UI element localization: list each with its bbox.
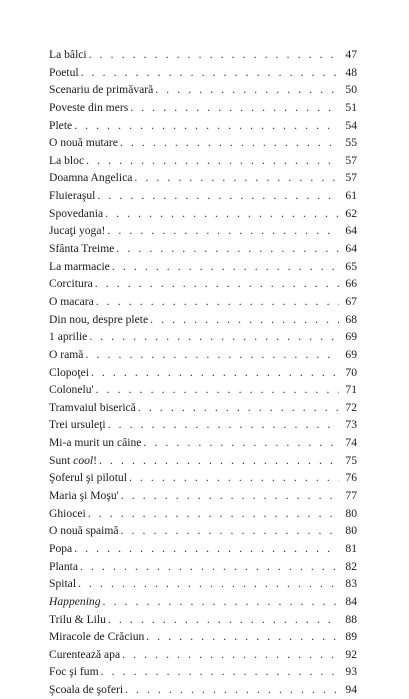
toc-entry-page-number: 89 [345,630,357,644]
toc-dot-leader [121,522,339,540]
toc-entry [49,452,357,470]
toc-entry-title: Şcoala de şoferi [49,683,124,697]
toc-dot-leader [155,81,339,99]
toc-entry-title: Fluieraşul [49,189,96,203]
toc-entry [49,117,357,135]
toc-entry-title: Clopoţei [49,365,89,379]
toc-entry-page-number: 74 [345,436,357,450]
toc-dot-leader [85,346,339,364]
toc-dot-leader [105,205,339,223]
toc-entry-page-number: 88 [345,612,357,626]
toc-dot-leader [130,99,339,117]
toc-dot-leader [74,540,339,558]
toc-entry-title: Trilu & Lilu [49,612,106,626]
toc-entry-page-number: 50 [345,83,357,97]
toc-entry-title: Curentează apa [49,647,121,661]
toc-entry [49,187,357,205]
toc-entry-title: Foc şi fum [49,665,99,679]
toc-entry-page-number: 75 [345,453,357,467]
toc-entry [49,487,357,505]
toc-entry [49,152,357,170]
toc-entry [49,434,357,452]
toc-entry-page-number: 54 [345,118,357,132]
toc-entry-title-emphasis: cool [73,453,94,467]
toc-dot-leader [108,611,339,629]
toc-entry [49,522,357,540]
toc-entry-page-number: 55 [345,136,357,150]
toc-entry-title: O macara [49,294,94,308]
toc-entry [49,558,357,576]
toc-entry-title: Trei ursuleţi [49,418,106,432]
toc-entry [49,258,357,276]
toc-entry-page-number: 93 [345,665,357,679]
toc-entry [49,346,357,364]
toc-dot-leader [95,275,339,293]
toc-entry [49,169,357,187]
toc-entry-title: Ghiocei [49,506,86,520]
toc-entry [49,646,357,664]
toc-entry-page-number: 82 [345,559,357,573]
toc-entry-title: Din nou, despre plete [49,312,149,326]
toc-entry-title: Sfânta Treime [49,242,115,256]
toc-entry-page-number: 68 [345,312,357,326]
toc-entry-page-number: 64 [345,242,357,256]
toc-entry-title: Sunt cool! [49,453,98,467]
toc-dot-leader [138,399,339,417]
toc-entry-page-number: 67 [345,294,357,308]
toc-entry [49,663,357,681]
toc-dot-leader [150,311,339,329]
toc-entry-title: Tramvaiul biserică [49,400,136,414]
toc-dot-leader [89,328,339,346]
table-of-contents [49,46,357,699]
toc-dot-leader [101,663,339,681]
toc-entry [49,611,357,629]
toc-entry-title: La bloc [49,153,85,167]
toc-entry-title: Spital [49,577,77,591]
toc-entry-title: Popa [49,541,73,555]
toc-entry [49,328,357,346]
toc-entry [49,540,357,558]
toc-dot-leader [86,152,339,170]
toc-entry-page-number: 57 [345,171,357,185]
toc-entry-page-number: 69 [345,347,357,361]
toc-entry [49,416,357,434]
toc-entry-title: Plete [49,118,73,132]
toc-entry-title: O nouă spaimă [49,524,119,538]
toc-dot-leader [121,487,339,505]
toc-entry-title: Planta [49,559,78,573]
toc-entry-title: Scenariu de primăvară [49,83,154,97]
toc-entry-page-number: 48 [345,65,357,79]
toc-entry-title: O ramă [49,347,84,361]
toc-entry-title: Spovedania [49,206,104,220]
toc-entry-page-number: 57 [345,153,357,167]
toc-entry [49,381,357,399]
toc-entry-title: Poveste din mers [49,100,129,114]
toc-dot-leader [125,681,339,699]
toc-entry-title: Doamna Angelica [49,171,133,185]
toc-entry [49,364,357,382]
toc-entry-title: Jucaţi yoga! [49,224,106,238]
toc-entry-page-number: 72 [345,400,357,414]
toc-dot-leader [91,364,339,382]
toc-dot-leader [74,117,339,135]
toc-dot-leader [107,222,339,240]
toc-entry [49,222,357,240]
toc-entry-page-number: 92 [345,647,357,661]
toc-dot-leader [80,558,339,576]
toc-entry [49,64,357,82]
toc-entry-page-number: 66 [345,277,357,291]
toc-entry-page-number: 69 [345,330,357,344]
toc-dot-leader [88,505,339,523]
toc-entry-page-number: 71 [345,383,357,397]
toc-entry-page-number: 61 [345,189,357,203]
toc-entry [49,99,357,117]
toc-entry [49,469,357,487]
toc-entry-title: La bâlci [49,48,87,61]
toc-entry-page-number: 51 [345,100,357,114]
toc-entry-title: Şoferul şi pilotul [49,471,127,485]
toc-entry-page-number: 70 [345,365,357,379]
toc-entry [49,134,357,152]
toc-entry-page-number: 65 [345,259,357,273]
toc-entry-title: Poetul [49,65,79,79]
toc-entry-page-number: 80 [345,506,357,520]
toc-entry [49,81,357,99]
toc-dot-leader [116,240,339,258]
toc-entry-page-number: 80 [345,524,357,538]
toc-entry-page-number: 84 [345,594,357,608]
toc-entry-page-number: 73 [345,418,357,432]
toc-dot-leader [134,169,339,187]
toc-dot-leader [103,593,339,611]
toc-dot-leader [108,416,339,434]
toc-entry [49,311,357,329]
toc-entry-page-number: 81 [345,541,357,555]
toc-dot-leader [112,258,339,276]
toc-entry-page-number: 47 [345,48,357,61]
toc-entry [49,505,357,523]
toc-entry-title: Mi-a murit un câine [49,436,142,450]
toc-entry-title: La marmacie [49,259,110,273]
toc-entry-title: Corcitura [49,277,93,291]
toc-entry-title: Happening [49,594,101,608]
toc-entry [49,293,357,311]
toc-dot-leader [89,46,339,64]
toc-entry [49,575,357,593]
toc-entry-page-number: 62 [345,206,357,220]
toc-dot-leader [96,381,339,399]
toc-entry-title: 1 aprilie [49,330,88,344]
toc-entry [49,275,357,293]
toc-entry-page-number: 94 [345,683,357,697]
toc-dot-leader [129,469,339,487]
toc-dot-leader [99,452,339,470]
toc-entry-page-number: 76 [345,471,357,485]
toc-entry [49,46,357,64]
toc-dot-leader [96,293,339,311]
toc-dot-leader [120,134,339,152]
toc-dot-leader [78,575,339,593]
toc-dot-leader [97,187,339,205]
toc-entry-page-number: 64 [345,224,357,238]
toc-entry-title: Colonelu' [49,383,94,397]
toc-dot-leader [143,434,339,452]
toc-entry-page-number: 77 [345,489,357,503]
toc-entry-title: Miracole de Crăciun [49,630,145,644]
toc-entry-title: Maria şi Moşu' [49,489,119,503]
toc-entry [49,399,357,417]
toc-dot-leader [81,64,339,82]
toc-entry [49,681,357,699]
toc-entry [49,205,357,223]
toc-entry [49,593,357,611]
toc-entry-title: O nouă mutare [49,136,118,150]
toc-entry [49,240,357,258]
toc-entry-page-number: 83 [345,577,357,591]
toc-dot-leader [122,646,339,664]
